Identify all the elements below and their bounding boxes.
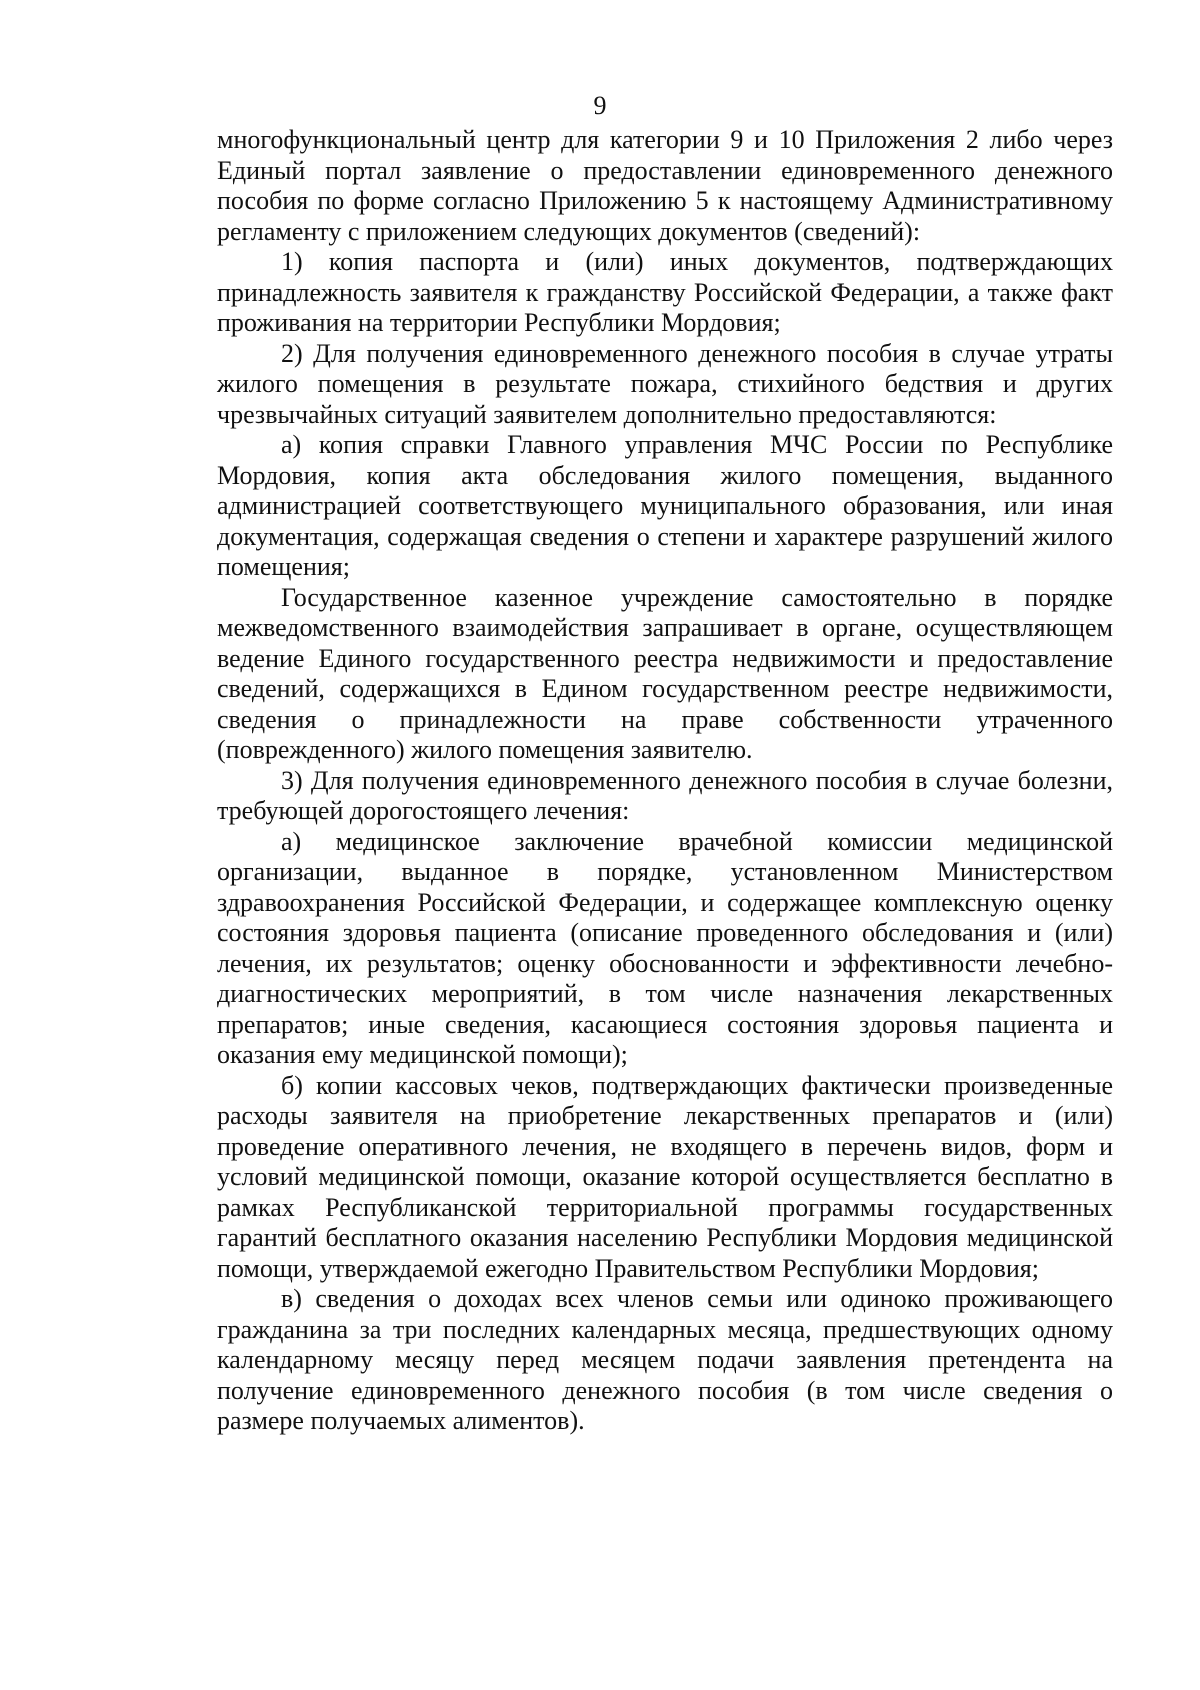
paragraph-state-institution: Государственное казенное учреждение самостоятельно в порядке межведомственного взаимодействия запрашивает в органе, осуществляющем ведение Единого государственного реестра недвижимости и предоставление сведений, содержащихся в Едином государственном реестре недвижимости, сведения о принадлежности на праве собственности утраченного (поврежденного) жилого помещения заявителю. (217, 582, 1113, 764)
paragraph-item-3: 3) Для получения единовременного денежного пособия в случае болезни, требующей дорогостоящего лечения: (217, 765, 1113, 825)
paragraph-item-3b: б) копии кассовых чеков, подтверждающих фактически произведенные расходы заявителя на приобретение лекарственных препаратов и (или) проведение оперативного лечения, не входящего в перечень видов, форм и условий медицинской помощи, оказание которой осуществляется бесплатно в рамках Республиканской территориальной программы государственных гарантий бесплатного оказания населению Республики Мордовия медицинской помощи, утверждаемой ежегодно Правительством Республики Мордовия; (217, 1070, 1113, 1283)
paragraph-intro: многофункциональный центр для категории 9 и 10 Приложения 2 либо через Единый портал заявление о предоставлении единовременного денежного пособия по форме согласно Приложению 5 к настоящему Административному регламенту с приложением следующих документов (сведений): (217, 125, 1113, 246)
paragraph-item-2: 2) Для получения единовременного денежного пособия в случае утраты жилого помещения в результате пожара, стихийного бедствия и других чрезвычайных ситуаций заявителем дополнительно предоставляются: (217, 338, 1113, 429)
paragraph-item-3a: а) медицинское заключение врачебной комиссии медицинской организации, выданное в порядке, установленном Министерством здравоохранения Российской Федерации, и содержащее комплексную оценку состояния здоровья пациента (описание проведенного обследования и (или) лечения, их результатов; оценку обоснованности и эффективности лечебно-диагностических мероприятий, в том числе назначения лекарственных препаратов; иные сведения, касающиеся состояния здоровья пациента и оказания ему медицинской помощи); (217, 826, 1113, 1069)
document-body (217, 125, 1113, 1437)
paragraph-item-3v: в) сведения о доходах всех членов семьи или одиноко проживающего гражданина за три последних календарных месяца, предшествующих одному календарному месяцу перед месяцем подачи заявления претендента на получение единовременного денежного пособия (в том числе сведения о размере получаемых алиментов). (217, 1284, 1113, 1435)
page-number: 9 (593, 91, 607, 120)
paragraph-item-1: 1) копия паспорта и (или) иных документов, подтверждающих принадлежность заявителя к гражданству Российской Федерации, а также факт проживания на территории Республики Мордовия; (217, 247, 1113, 337)
paragraph-item-2a: а) копия справки Главного управления МЧС России по Республике Мордовия, копия акта обследования жилого помещения, выданного администрацией соответствующего муниципального образования, или иная документация, содержащая сведения о степени и характере разрушений жилого помещения; (217, 430, 1113, 581)
